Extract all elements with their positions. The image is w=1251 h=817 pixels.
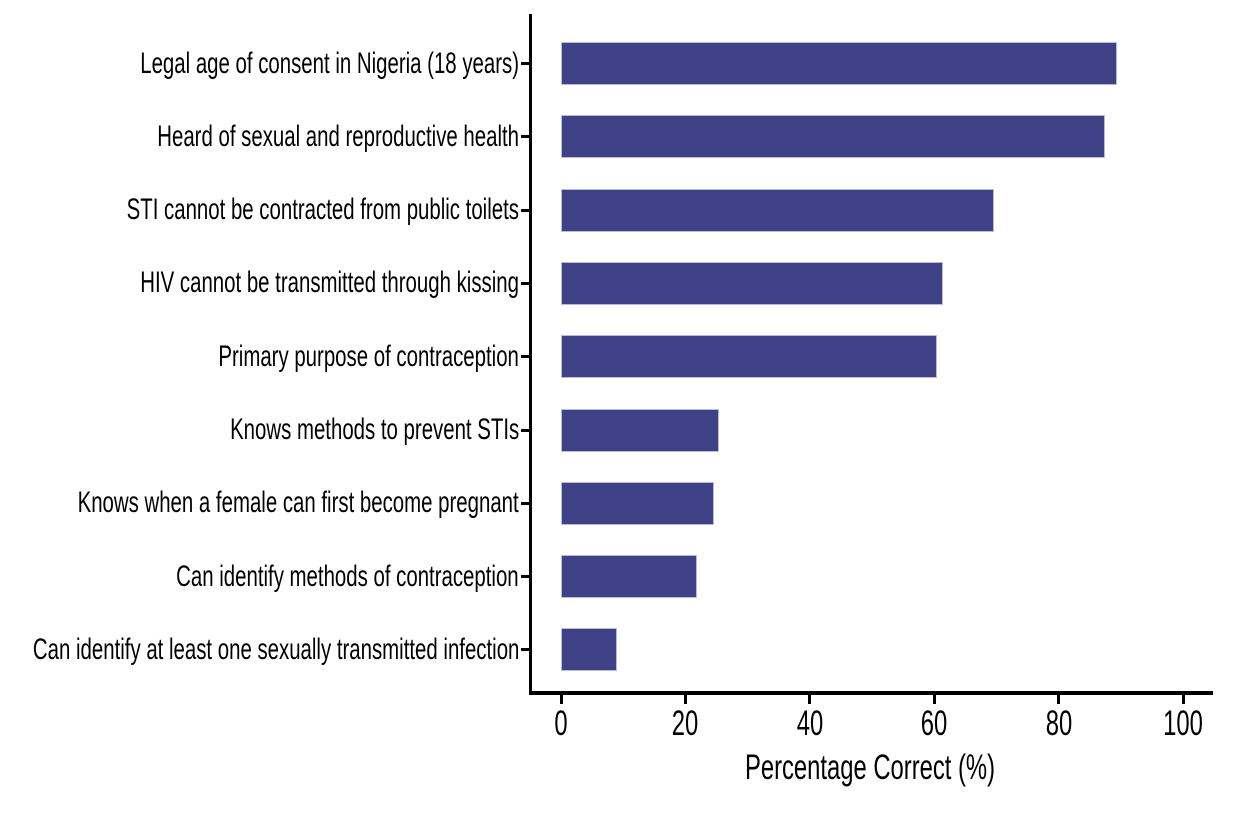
x-axis-tick-label: 0: [554, 704, 568, 743]
y-axis-tick: [521, 502, 530, 505]
x-axis-tick-label: 100: [1163, 704, 1203, 743]
x-axis-tick-label: 80: [1045, 704, 1072, 743]
x-axis-tick: [684, 695, 687, 704]
category-label: Legal age of consent in Nigeria (18 years): [140, 46, 519, 80]
x-axis-tick-label: 40: [796, 704, 824, 743]
bar: [561, 409, 719, 452]
category-label: Can identify methods of contraception: [176, 559, 519, 593]
x-axis-tick: [560, 695, 563, 704]
bar: [561, 262, 943, 305]
bar: [561, 189, 994, 232]
x-axis-tick: [1057, 695, 1060, 704]
category-label: Primary purpose of contraception: [218, 339, 519, 373]
x-axis-tick: [1182, 695, 1185, 704]
category-label: STI cannot be contracted from public toilets: [126, 193, 519, 227]
bar: [561, 628, 617, 671]
category-label: Knows methods to prevent STIs: [229, 413, 519, 446]
x-axis-tick-label: 60: [920, 704, 948, 743]
category-label: HIV cannot be transmitted through kissing: [140, 266, 519, 300]
bar: [561, 335, 937, 378]
bar: [561, 115, 1105, 158]
y-axis-tick: [521, 575, 530, 578]
y-axis-tick: [521, 429, 530, 432]
bar: [561, 42, 1117, 85]
bar: [561, 555, 697, 598]
y-axis-tick: [521, 355, 530, 358]
category-label: Heard of sexual and reproductive health: [157, 119, 519, 153]
bar: [561, 482, 714, 525]
x-axis-title: Percentage Correct (%): [744, 748, 995, 787]
x-axis-line: [529, 691, 1213, 695]
y-axis-tick: [521, 648, 530, 651]
category-label: Can identify at least one sexually transmitted infection: [32, 632, 519, 666]
x-axis-tick: [933, 695, 936, 704]
y-axis-tick: [521, 135, 530, 138]
y-axis-tick: [521, 62, 530, 65]
category-label: Knows when a female can first become pregnant: [77, 486, 519, 520]
y-axis-tick: [521, 282, 530, 285]
y-axis-tick: [521, 209, 530, 212]
x-axis-tick: [808, 695, 811, 704]
x-axis-tick-label: 20: [672, 704, 699, 743]
